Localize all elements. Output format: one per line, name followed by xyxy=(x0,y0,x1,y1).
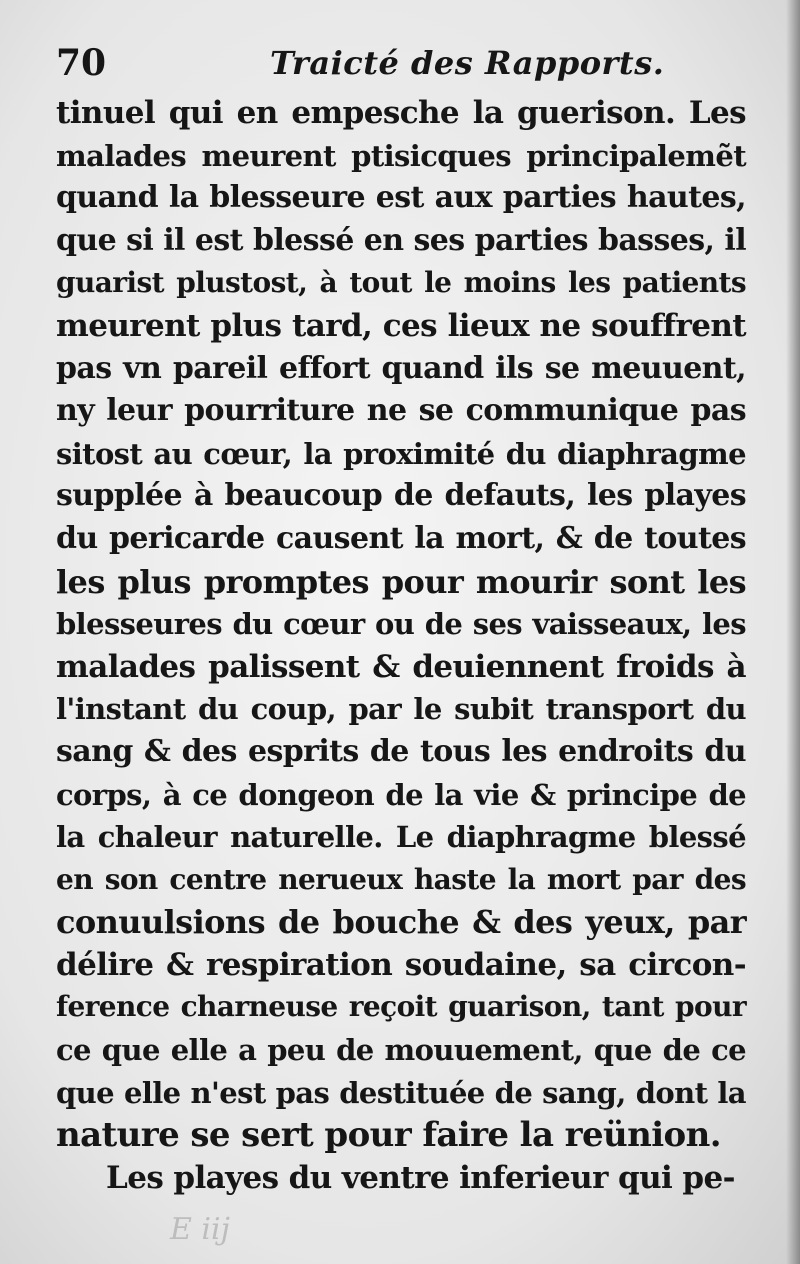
text-line: blesseures du cœur ou de ses vaisseaux, les xyxy=(56,607,746,642)
text-line: malades palissent & deuiennent froids à xyxy=(56,648,746,685)
text-line: les plus promptes pour mourir sont les xyxy=(56,562,746,601)
text-line: corps, à ce dongeon de la vie & principe de xyxy=(56,777,746,812)
text-line: sang & des esprits de tous les endroits du xyxy=(56,733,746,769)
text-line: en son centre nerueux haste la mort par des xyxy=(56,862,746,896)
body-text xyxy=(56,92,746,1199)
text-line: Les playes du ventre inferieur qui pe- xyxy=(106,1159,735,1196)
text-line: conuulsions de bouche & des yeux, par xyxy=(56,903,746,942)
text-line: que si il est blessé en ses parties basses, il xyxy=(56,222,746,258)
text-line: tinuel qui en empesche la guerison. Les xyxy=(56,95,746,131)
text-line: sitost au cœur, la proximité du diaphragme xyxy=(56,436,746,471)
page-header xyxy=(56,42,756,90)
text-line: malades meurent ptisicques principalemẽt xyxy=(56,138,746,173)
text-line: pas vn pareil effort quand ils se meuuent, xyxy=(56,350,746,386)
text-line: du pericarde causent la mort, & de toutes xyxy=(56,520,746,556)
text-line: que elle n'est pas destituée de sang, dont la xyxy=(56,1075,746,1110)
text-line: nature se sert pour faire la reünion. xyxy=(56,1115,721,1156)
text-line: ce que elle a peu de mouuement, que de ce xyxy=(56,1033,746,1068)
text-line: supplée à beaucoup de defauts, les playes xyxy=(56,478,746,514)
text-line: l'instant du coup, par le subit transport du xyxy=(56,692,746,727)
page-number: 70 xyxy=(56,42,107,84)
text-line: quand la blesseure est aux parties hautes, xyxy=(56,180,746,216)
text-line: ny leur pourriture ne se communique pas xyxy=(56,393,746,429)
running-title: Traicté des Rapports. xyxy=(270,44,665,82)
text-line: la chaleur naturelle. Le diaphragme blessé xyxy=(56,820,746,855)
text-line: ference charneuse reçoit guarison, tant pour xyxy=(56,990,746,1024)
page-edge-shadow xyxy=(786,0,800,1264)
text-line: délire & respiration soudaine, sa circon- xyxy=(56,946,746,983)
text-line: guarist plustost, à tout le moins les patients xyxy=(56,266,746,300)
signature-mark: E iij xyxy=(170,1212,230,1247)
text-line: meurent plus tard, ces lieux ne souffrent xyxy=(56,307,746,344)
